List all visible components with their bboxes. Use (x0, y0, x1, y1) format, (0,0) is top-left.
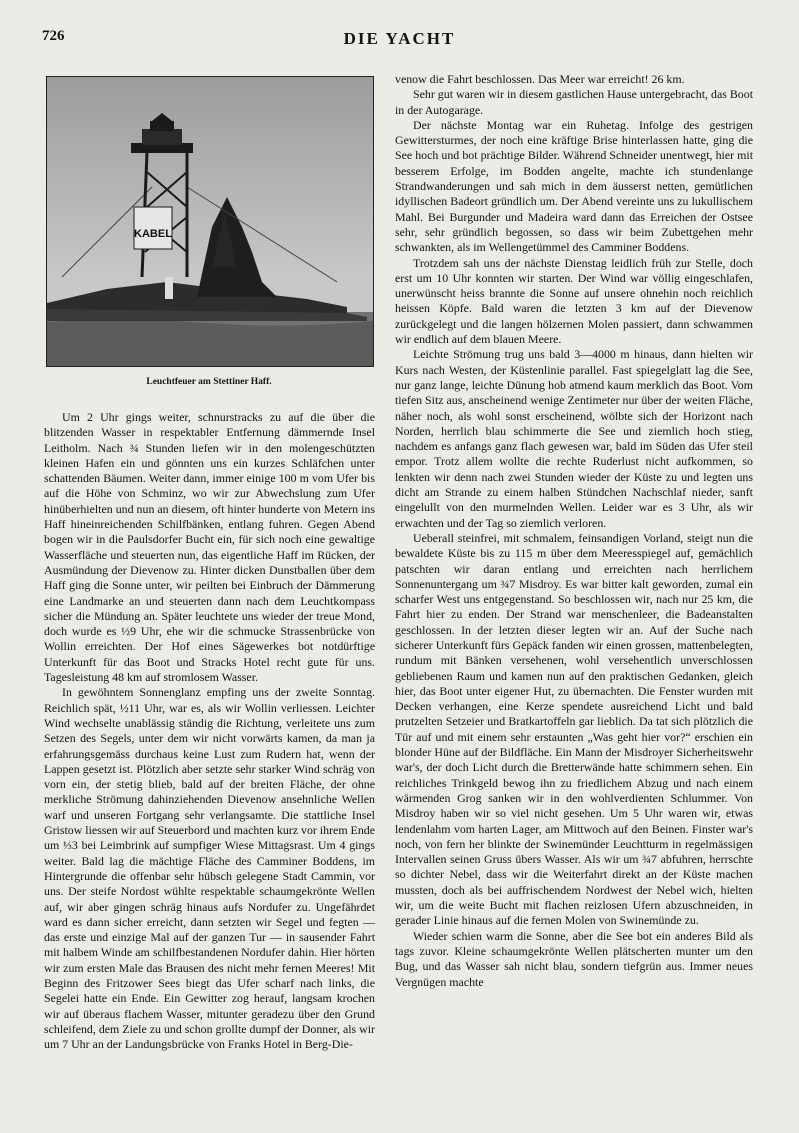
paragraph: Wieder schien warm die Sonne, aber die See bot ein anderes Bild als tags zuvor. Kleine schaumgekrönte Wellen plätscherten munter um den Bug, und das Wasser sah nicht blau, sondern tiefgrün aus. Immer neues Vergnügen machte (395, 928, 753, 989)
paragraph: Leichte Strömung trug uns bald 3—4000 m hinaus, dann hielten wir Kurs nach Westen, der Küstenlinie parallel. Fast spiegelglatt lag die See, nur ganz lange, leichte Dünung hob atmend kaum merklich das Boot. Vom tiefen Sitz aus, anscheinend wenige Zentimeter nur über der weiten Fläche, näher noch, als wohl sonst erscheinend, wölbte sich der Horizont nach Norden, herrlich blau schimmerte die See und ziemlich hoch stieg, nachdem es anfangs ganz flach gewesen war, bald im Süden das Ufer steil empor. Trotz allem wollte die rechte Ruderlust nicht aufkommen, so lenkten wir denn nach zwei Stunden wieder der Küste zu und legten uns dicht am Strande zu einem halben Stündchen Nachschlaf nieder, sanft eingelullt von den murmelnden Wellen. Leider war es 3 Uhr, als wir erwachten und der Tag so ziemlich verloren. (395, 347, 753, 530)
running-head: DIE YACHT (343, 29, 456, 48)
left-column (44, 410, 375, 1052)
paragraph: Trotzdem sah uns der nächste Dienstag leidlich früh zur Stelle, doch erst um 10 Uhr konnten wir starten. Der Wind war völlig eingeschlafen, unerwünscht heiss brannte die Sonne auf unsere ohnehin noch reichlich heissen Köpfe. Bald waren die letzten 3 km auf der Dievenow zurückgelegt und die langen hölzernen Molen passiert, dann schwammen wir endlich auf dem blauen Meere. (395, 255, 753, 347)
sign-label: KABEL (134, 228, 172, 240)
paragraph: venow die Fahrt beschlossen. Das Meer war erreicht! 26 km. (395, 72, 685, 86)
figure-caption: Leuchtfeuer am Stettiner Haff. (146, 377, 272, 387)
lighthouse-photo (46, 76, 374, 367)
right-column (395, 72, 753, 990)
paragraph: Sehr gut waren wir in diesem gastlichen Hause untergebracht, das Boot in der Autogarage. (395, 87, 753, 117)
paragraph: In gewöhntem Sonnenglanz empfing uns der zweite Sonntag. Reichlich spät, ½11 Uhr, war es, als wir Wollin verliessen. Leichter Wind wechselte unablässig ständig die Richtung, verleitete uns zum Setzen des Segels, unter dem wir nicht vorwärts kamen, da man ja erfahrungsgemäss durchaus keine Lust zum Rudern hat, wenn der Lappen gesetzt ist. Plötzlich aber setzte sehr starker Wind schräg von vorn ein, der stetig blieb, bald auf der breiten Fläche, der ohne merkliche Strömung dahinziehenden Dievenow ansehnliche Wellen warf und unseren Fortgang sehr verlangsamte. Die stattliche Insel Gristow liessen wir auf Steuerbord und machten kurz vor ihrem Ende um ⅓3 bei Leimbrink auf sumpfiger Wiese Mittagsrast. Um 4 gings weiter. Bald lag die mächtige Fläche des Camminer Boddens, im Hintergrunde die offenbar sehr hübsch gelegene Stadt Cammin, vor uns. Der steife Nordost wühlte respektable schaumgekrönte Wellen auf, wir aber gingen schräg hinaus aufs Nordufer zu. Ungefährdet ward es dann sicher erreicht, dann setzten wir Segel und fegten — das erste und einzige Mal auf der ganzen Tur — in sausender Fahrt mit halbem Winde am schilfbestandenen Nordufer dahin. Hier hörten wir zum ersten Male das Brausen des nicht mehr fernen Meeres! Mit Beginn des Fritzower Sees biegt das Ufer scharf nach links, die Segelei hatte ein Ende. Ein Gewitter zog herauf, langsam krochen wir auf überaus flachem Wasser, mitunter geradezu über den Grund schleifend, dem Ziele zu und schon grollte dumpf der Donner, als wir um 7 Uhr an der Landungsbrücke von Franks Hotel in Berg-Die- (44, 685, 375, 1052)
paragraph: Um 2 Uhr gings weiter, schnurstracks zu auf die über die blitzenden Wasser in respektabler Entfernung dämmernde Insel Leitholm. Nach ¾ Stunden liefen wir in den molengeschützten kleinen Hafen ein und gönnten uns ein kurzes Schläfchen unter schattenden Bäumen. Weiter dann, immer einige 100 m vom Ufer bis auf die Höhe von Schminz, wo wir zur Abwechslung zum Ufer hinüberhielten und nun an diesem, oft hinter hunderte von Metern ins Haff hineinreichenden Schilfbänken, entlang fuhren. Gegen Abend bogen wir in die Paulsdorfer Bucht ein, für sich noch eine gewaltige Wasserfläche und steuerten nun, das eigentliche Haff im Rücken, der Ausmündung der Dievenow zu. Hinter dicken Dunstballen über dem Haff ging die Sonne unter, wir peilten bei Einbruch der Dämmerung eine Landmarke an und steuerten dann nach dem Leuchtkompass sicher die Mündung an. Später leuchtete uns wieder der treue Mond, doch wurde es ½9 Uhr, ehe wir die schmucke Strassenbrücke von Wollin erreichten. Der Hof eines Sägewerkes bot notdürftige Unterkunft für das Boot und Stracks Hotel recht gute für uns. Tagesleistung 48 km auf stromlosem Wasser. (44, 410, 375, 685)
paragraph: Der nächste Montag war ein Ruhetag. Infolge des gestrigen Gewittersturmes, der noch eine kräftige Brise hinterlassen hatte, ging die See hoch und bot prächtige Bilder. Während Schneider unentwegt, hier mit besserem Erfolge, im Bodden angelte, machte ich stundenlange Strandwanderungen und sah mich in dem äusserst netten, gemütlichen idyllischen Badeort gründlich um. Der Abend vereinte uns zu lukullischem Mahl. Bei Burgunder und Madeira ward dann das Erreichen der Ostsee sehr, sehr gründlich begossen, so dass wir beim Zubettgehen mehr schwankten, als im Wellengetümmel des Camminer Boddens. (395, 117, 753, 255)
paragraph: Ueberall steinfrei, mit schmalem, feinsandigen Vorland, steigt nun die bewaldete Küste bis zu 115 m über dem Meeresspiegel auf, gemächlich patschten wir daran entlang und erreichten nach herrlichem Sonnenuntergang um ¾7 Misdroy. Es war bitter kalt geworden, zumal ein scharfer West uns entgegenstand. So beschlossen wir, nach nur 25 km, die Fahrt hier zu enden. Der Strand war menschenleer, die Badeanstalten geschlossen. In der letzten dieser legten wir an. Auf der Suche nach sicherer Unterkunft fürs Gepäck fanden wir einen grossen, mattenbelegten, rundum mit Bänken versehenen, wohl versehentlich unverschlossen gebliebenen Raum und kamen nun auf den praktischen Gedanken, gleich hier, das Boot unter eigener Hut, zu übernachten. Die Fenster wurden mit Decken verhangen, eine Kerze spendete ausreichend Licht und bald prutzelten Setzeier und Bratkartoffeln gar lieblich. Da tat sich plötzlich die Tür auf und mit einem sehr erstaunten „Was geht hier vor?“ erschien ein blonder Hüne auf der Bildfläche. Ein Mann der Misdroyer Sicherheitswehr war's, der doch Licht durch die Bretterwände hatte schimmern sehen. Ein reichliches Trinkgeld bewog ihn zu friedlichem Abzug und nach einem wärmenden Grog sanken wir in den wohlverdienten Schlummer. Von Misdroy haben wir so viel nicht gesehen. Um 5 Uhr waren wir, etwas lendenlahm vom harten Lager, am Mittwoch auf den Beinen. Finster war's noch, von fern her blinkte der Swinemünder Leuchtturm in regelmässigen Intervallen seinen Gruss übers Wasser. Als wir um ¾7 abfuhren, herrschte so dichter Nebel, dass wir die Weiterfahrt direkt an der Küste machen mussten, doch als bei auffrischendem Nordwest der Nebel wich, hielten wir, um die weite Bucht mit flachen reizlosen Ufern abzuschneiden, in gerader Linie hinaus auf die fernen Molen von Swinemünde zu. (395, 530, 753, 928)
page-number: 726 (42, 28, 65, 44)
